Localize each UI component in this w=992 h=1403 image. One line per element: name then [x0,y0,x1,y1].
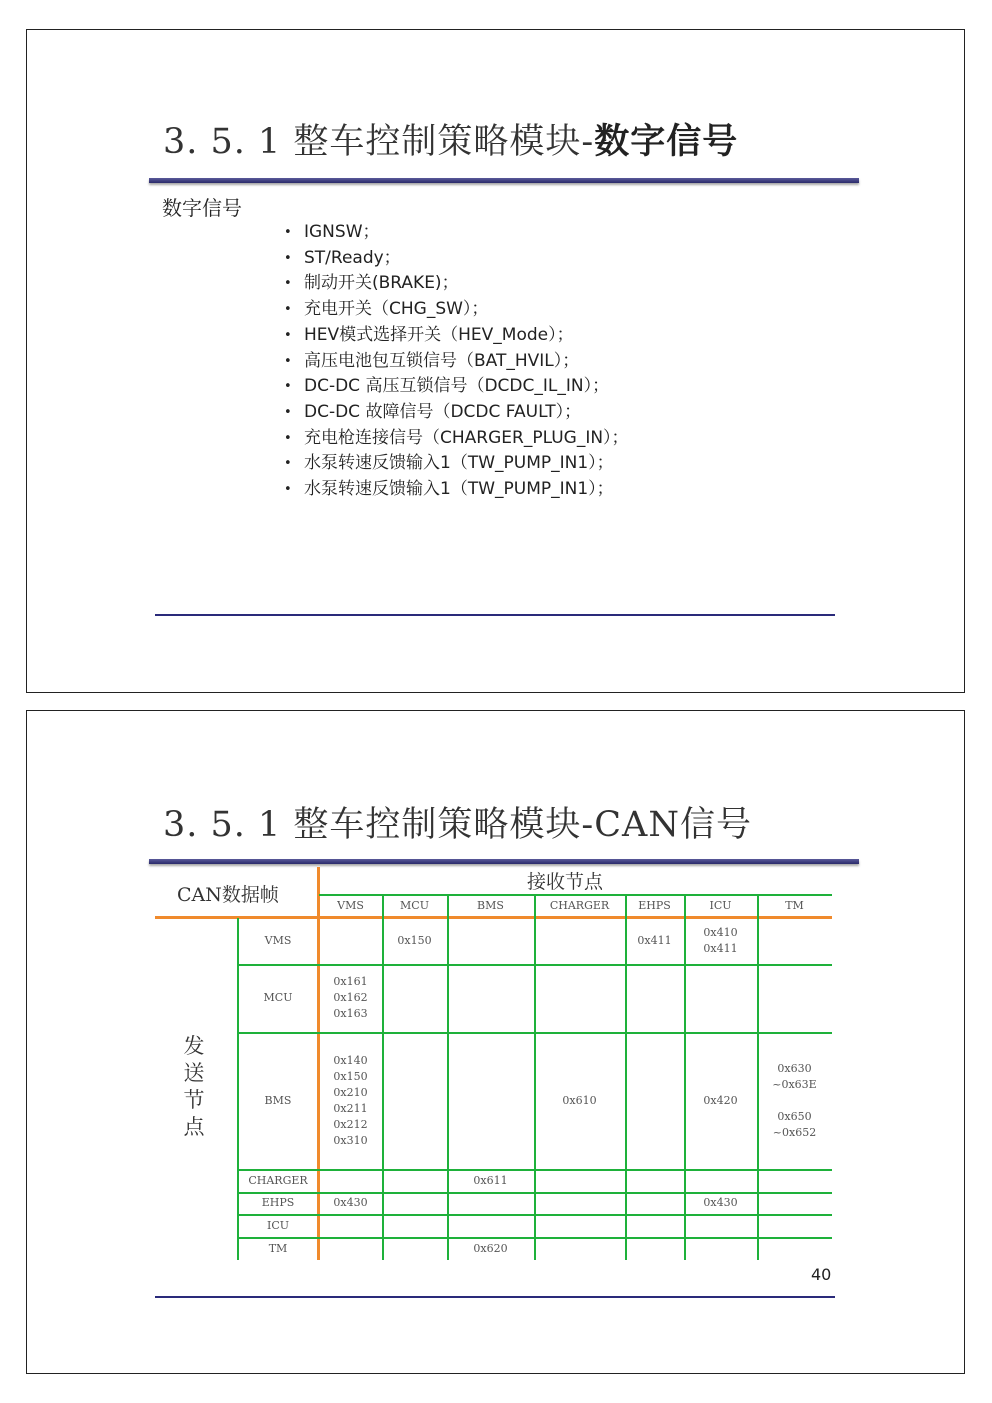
cell-line: 0x420 [703,1093,738,1107]
bullet-dot: • [284,327,292,343]
bullet-dot: • [284,379,292,395]
grid-vline [447,894,449,1260]
table-cell [319,1032,382,1169]
cell-line: 0x150 [397,934,432,947]
bullet-text: 水泵转速反馈输入1（TW_PUMP_IN1）； [304,479,614,500]
table-cell [757,1032,832,1169]
bullet-dot: • [284,225,292,240]
bullet-text: IGNSW； [304,222,380,242]
bullet-dot: • [284,302,292,318]
cell-line [793,1093,797,1109]
bullet-list [282,220,629,503]
grid-hline [237,1237,832,1239]
slide-title: 3. 5. 1 整车控制策略模块-数字信号 [163,122,739,162]
cell-line: 0x163 [333,1007,368,1020]
bullet-text: 水泵转速反馈输入1（TW_PUMP_IN1）； [304,453,614,474]
bullet-item [282,451,629,477]
cell-line: 0x210 [333,1085,368,1099]
bullet-item [282,400,629,426]
table-cell [625,918,684,964]
column-header: TM [785,899,804,912]
row-header: VMS [264,934,292,947]
footer-line [155,614,835,616]
send-nodes-char: 点 [183,1115,205,1139]
table-cell [534,1032,625,1169]
bullet-item [282,297,629,323]
cell-line: 0x161 [333,975,368,988]
grid-hline [237,1214,832,1216]
title-underline-bar [149,178,859,183]
bullet-dot: • [284,404,292,420]
bullet-text: ST/Ready； [304,247,401,268]
cell-line: 0x650 [777,1109,812,1123]
bullet-item [282,323,629,349]
row-header: ICU [266,1218,290,1232]
bullet-dot: • [284,353,292,369]
cell-line: 0x630 [777,1061,812,1075]
table-corner-label: CAN数据帧 [177,884,279,906]
cell-line: 0x211 [333,1101,368,1115]
bullet-text: 高压电池包互锁信号（BAT_HVIL）； [304,350,580,371]
table-cell [447,1169,534,1192]
row-header: MCU [263,991,293,1004]
slide-title: 3. 5. 1 整车控制策略模块-CAN信号 [163,805,752,845]
send-nodes-char: 节 [183,1088,205,1112]
bullet-dot: • [284,482,292,498]
table-cell [684,1192,757,1214]
send-nodes-label [179,1033,209,1141]
bullet-item [282,374,629,400]
cell-line: 0x310 [333,1133,368,1147]
row-header: EHPS [261,1196,295,1209]
cell-line: 0x430 [333,1196,368,1209]
table-cell [684,1032,757,1169]
cell-line: 0x620 [473,1241,508,1255]
bullet-text: DC-DC 高压互锁信号（DCDC_IL_IN）； [304,376,610,397]
page-number: 40 [811,1265,832,1284]
column-header: EHPS [638,899,671,912]
bullet-dot: • [284,430,292,446]
column-header: BMS [477,899,504,912]
receive-header-line [319,894,832,896]
bullet-text: 充电开关（CHG_SW）； [304,299,489,320]
footer-line [155,1296,835,1298]
table-cell [684,918,757,964]
bullet-item [282,477,629,503]
table-cell [382,918,447,964]
bullet-text: 制动开关(BRAKE)； [304,273,459,294]
bullet-item [282,271,629,297]
bullet-dot: • [284,456,292,472]
table-cell [319,1192,382,1214]
section-subtitle: 数字信号 [162,196,242,220]
bullet-item [282,246,629,272]
grid-hline [237,1169,832,1171]
cell-line: 0x410 [703,926,738,939]
bullet-item [282,349,629,375]
column-header: VMS [337,899,364,912]
cell-line: 0x150 [333,1069,368,1083]
bullet-text: HEV模式选择开关（HEV_Mode）； [304,324,574,345]
cell-line: 0x140 [333,1053,368,1067]
bullet-dot: • [284,276,292,292]
cell-line: 0x430 [703,1196,738,1209]
bullet-item [282,426,629,452]
column-header: MCU [400,899,429,912]
bullet-text: 充电枪连接信号（CHARGER_PLUG_IN）； [304,427,629,448]
send-nodes-char: 发 [183,1034,205,1058]
column-header: ICU [709,899,732,912]
row-header: CHARGER [248,1173,308,1187]
cell-line: ~0x652 [772,1125,817,1139]
bullet-item [282,220,629,246]
send-nodes-char: 送 [183,1061,205,1085]
receive-nodes-label: 接收节点 [527,871,604,893]
cell-line: 0x411 [703,942,738,955]
cell-line: 0x411 [637,934,672,947]
slide-digital-signals [26,29,965,693]
slide-can-signals [26,710,965,1374]
column-header: CHARGER [549,899,610,912]
cell-line: 0x212 [333,1117,368,1131]
table-cell [319,964,382,1032]
cell-line: ~0x63E [772,1077,817,1091]
row-header: TM [268,1241,288,1255]
table-cell [447,1237,534,1260]
row-header: BMS [264,1093,292,1107]
bullet-dot: • [284,250,292,266]
cell-line: 0x611 [473,1173,508,1187]
cell-line: 0x610 [562,1093,597,1107]
cell-line: 0x162 [333,991,368,1004]
bullet-text: DC-DC 故障信号（DCDC FAULT）； [304,401,582,422]
